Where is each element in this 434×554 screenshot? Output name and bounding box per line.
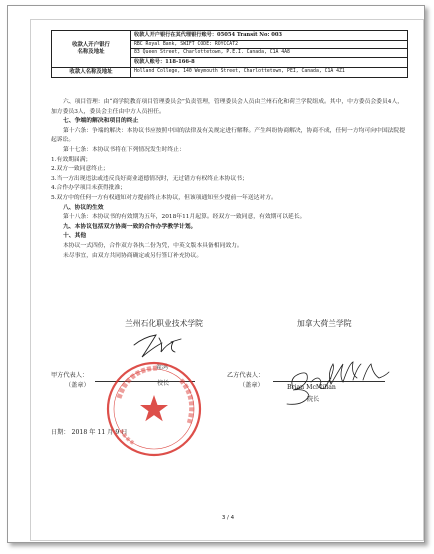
bank-name-address-label: 收款人开户银行 名称及地址 (52, 31, 131, 68)
section-heading-teaching-plan: 九、本协议包括双方协商一致的合作办学教学计划。 (63, 223, 197, 230)
party-b-name: 加拿大荷兰学院 (297, 319, 352, 328)
termination-item-1: 1.有效期届满； (51, 156, 92, 163)
document-page (30, 19, 424, 541)
party-b-seal-label: （盖章） (239, 382, 264, 389)
section-heading-other: 十、其他 (63, 233, 87, 240)
termination-item-3: 3.当一方出现违法或违反良好商业道德情况时，无过错方有权终止本协议书； (51, 175, 248, 182)
party-a-signer-title: 校长 (157, 380, 170, 387)
bank-account-heading: 收款人开户银行在其代理银行账号：05054 Transit No: 003 (131, 31, 408, 41)
signature-overlay (31, 20, 425, 542)
termination-item-2: 2.双方一致同意终止； (51, 166, 109, 173)
payee-account-row: 收款人账号：118-166-8 (131, 58, 408, 68)
clause-project-management: 六、项目管理：由“商学院教育项目管理委员会”负责管理，管理委员会人员由兰州石化和荷兰学院组成。其中，中方委员会委员4人，加方委员3人，委员会主任由中方人员担任。 (51, 99, 404, 115)
signing-date: 日期： 2018 年 11 月 9 日 (51, 429, 128, 436)
article-16: 第十六条：争端的解决：本协议书应按照中国的法律及有关规定进行解释。产生纠纷协商解决，协商不成，任何一方均可向中国法院提起诉讼。 (51, 127, 406, 144)
termination-item-5: 5.双方中的任何一方有权通知对方提前终止本协议，但该项通知至少提前一年送达对方。 (51, 194, 277, 201)
termination-item-4: 4.合作办学项目未获得批准； (51, 185, 127, 192)
other-clause-copies: 本协议一式四份，合作双方各执二份为凭，中英文版本具备相同效力。 (63, 242, 243, 249)
bank-swift-row: RBC Royal Bank, SWIFT CODE: ROYCCAT2 (131, 40, 408, 49)
document-window-frame (7, 5, 425, 543)
section-heading-disputes: 七、争端的解决和项目的终止 (63, 118, 139, 125)
payee-name-address-value: Holland College, 140 Weymouth Street, Charlottetown, PEI, Canada, C1A 4Z1 (131, 67, 408, 77)
party-a-representative-label: 甲方代表人： (51, 372, 89, 379)
article-18: 第十八条：本协议书的有效期为五年，2018年11月起算。经双方一致同意，有效期可以延长。 (63, 214, 306, 221)
party-a-handwritten-signature (134, 335, 181, 357)
party-a-name: 兰州石化职业技术学院 (125, 319, 203, 328)
payee-name-address-label: 收款人名称及地址 (52, 67, 131, 77)
party-a-signer-name: 翟鸿 (156, 364, 169, 371)
official-red-stamp (108, 363, 200, 455)
party-b-handwritten-signature (287, 362, 389, 404)
other-clause-supplement: 未尽事宜，由双方共同协商确定或另行签订补充协议。 (63, 252, 203, 259)
section-heading-effectiveness: 八、协议的生效 (63, 204, 104, 211)
party-b-representative-label: 乙方代表人： (227, 372, 265, 379)
bank-address-row: 83 Queen Street, Charlottetown, P.E.I. Canada, C1A 4A8 (131, 49, 408, 58)
party-a-seal-label: （盖章） (65, 382, 90, 389)
page-number: 3 / 4 (221, 515, 235, 521)
article-17: 第十七条：本协议书将在下列情况发生时终止： (63, 146, 185, 153)
party-b-signer-title: 院长 (307, 396, 320, 403)
party-b-signer-name: Brian McMillan (287, 384, 336, 391)
